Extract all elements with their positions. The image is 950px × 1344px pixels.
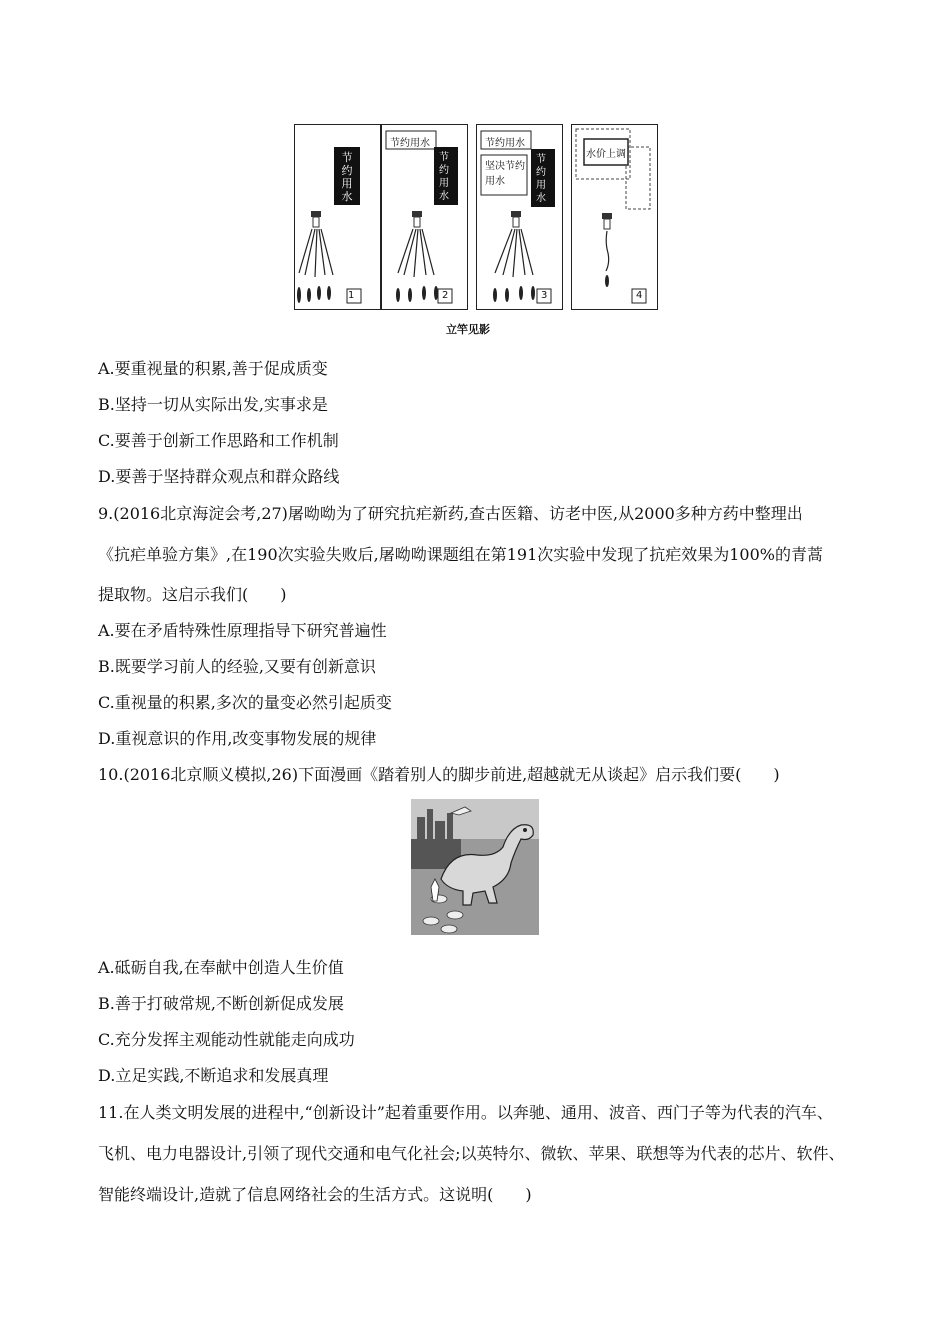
q9-stem-line-1: 9.(2016北京海淀会考,27)屠呦呦为了研究抗疟新药,查古医籍、访老中医,从2000多种方药中整理出 — [98, 504, 803, 523]
comic-caption: 立竿见影 — [446, 323, 490, 336]
q11-stem-line-2: 飞机、电力电器设计,引领了现代交通和电气化社会;以英特尔、微软、苹果、联想等为代表的芯片、软件、 — [98, 1144, 845, 1163]
comic-panel-1 — [294, 124, 381, 310]
comic-panel-4 — [571, 124, 658, 310]
q10-option-d: D.立足实践,不断追求和发展真理 — [98, 1066, 329, 1085]
sign-label: 节约用水 — [536, 154, 546, 204]
q10-option-a: A.砥砺自我,在奉献中创造人生价值 — [98, 958, 344, 977]
q9-option-c: C.重视量的积累,多次的量变必然引起质变 — [98, 693, 392, 712]
q8-option-d: D.要善于坚持群众观点和群众路线 — [98, 467, 340, 486]
q10-option-b: B.善于打破常规,不断创新促成发展 — [98, 994, 344, 1013]
sign-label: 坚决节约用水 — [485, 161, 525, 187]
q10-stem: 10.(2016北京顺义模拟,26)下面漫画《踏着别人的脚步前进,超越就无从谈起》启示我们要( ) — [98, 765, 780, 784]
q8-option-c: C.要善于创新工作思路和工作机制 — [98, 431, 339, 450]
q11-stem-line-3: 智能终端设计,造就了信息网络社会的生活方式。这说明( ) — [98, 1185, 532, 1204]
sign-label: 节约用水 — [390, 138, 430, 149]
sign-label: 水价上调 — [586, 149, 626, 160]
faucet-drawing — [295, 125, 380, 309]
panel-number: 1 — [348, 290, 355, 301]
panel-number: 3 — [541, 290, 548, 301]
q9-stem-line-2: 《抗疟单验方集》,在190次实验失败后,屠呦呦课题组在第191次实验中发现了抗疟效果为100%的青蒿 — [98, 545, 823, 564]
q9-option-d: D.重视意识的作用,改变事物发展的规律 — [98, 729, 377, 748]
panel-number: 4 — [636, 290, 643, 301]
comic-panel-3 — [476, 124, 563, 310]
panel-number: 2 — [442, 290, 449, 301]
q8-option-b: B.坚持一切从实际出发,实事求是 — [98, 395, 328, 414]
sign-label: 节约用水 — [485, 138, 525, 149]
q9-option-a: A.要在矛盾特殊性原理指导下研究普遍性 — [98, 621, 387, 640]
q10-option-c: C.充分发挥主观能动性就能走向成功 — [98, 1030, 355, 1049]
q11-stem-line-1: 11.在人类文明发展的进程中,“创新设计”起着重要作用。以奔驰、通用、波音、西门子等为代表的汽车、 — [98, 1103, 833, 1122]
dinosaur-cartoon-image — [411, 799, 539, 935]
comic-strip — [294, 124, 658, 310]
q9-stem-line-3: 提取物。这启示我们( ) — [98, 585, 287, 604]
q9-option-b: B.既要学习前人的经验,又要有创新意识 — [98, 657, 376, 676]
faucet-drawing — [382, 125, 467, 309]
sign-char: 节约用水 — [341, 151, 353, 203]
comic-panel-2 — [381, 124, 468, 310]
sign-label: 节约用水 — [439, 152, 449, 202]
q8-option-a: A.要重视量的积累,善于促成质变 — [98, 359, 328, 378]
